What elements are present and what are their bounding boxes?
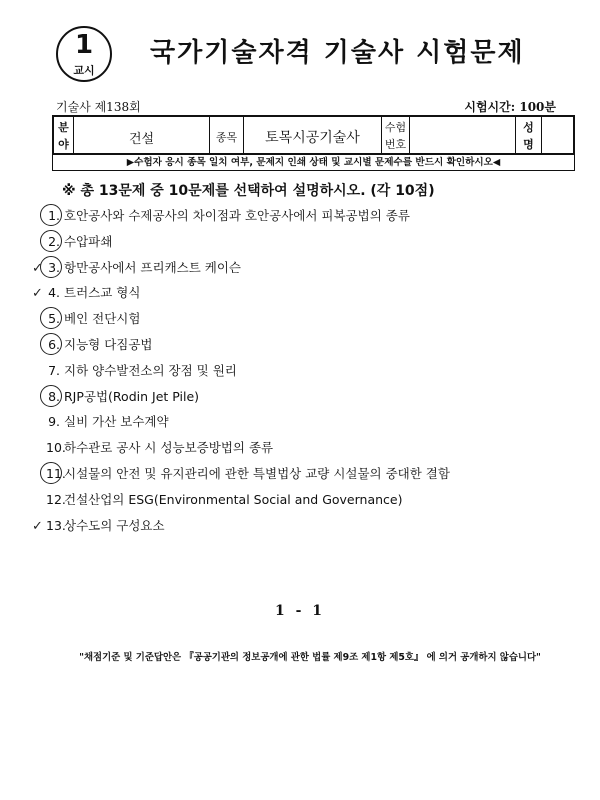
- circle-mark-icon: [40, 462, 62, 484]
- name-label-cell: [516, 117, 542, 153]
- exam-number-label-cell: [382, 117, 410, 153]
- question-item: [46, 413, 169, 431]
- name-input[interactable]: [542, 117, 575, 153]
- question-number: 4.: [48, 285, 60, 300]
- question-text: 베인 전단시험: [64, 311, 141, 326]
- question-text: 항만공사에서 프리캐스트 케이슨: [64, 260, 241, 275]
- check-mark-icon: ✓: [32, 519, 43, 534]
- field-value-cell: [74, 117, 210, 153]
- question-item: [46, 388, 199, 406]
- question-number: 5.: [46, 310, 60, 328]
- question-text: 지하 양수발전소의 장점 및 원리: [64, 363, 237, 378]
- question-item: [46, 491, 402, 509]
- question-text: 지능형 다짐공법: [64, 337, 153, 352]
- item-label-cell: [210, 117, 244, 153]
- candidate-info-table: [52, 115, 575, 155]
- question-item: [46, 207, 410, 225]
- name-label: 성 명: [523, 121, 534, 151]
- question-number: 8.: [46, 388, 60, 406]
- question-item: [46, 233, 112, 251]
- notice-bar: ▶수험자 응시 종목 일치 여부, 문제지 인쇄 상태 및 교시별 문제수를 반드시 확인하시오◀: [52, 155, 575, 171]
- question-number: 3.: [46, 259, 60, 277]
- session-label: 교시: [73, 64, 95, 77]
- question-text: 상수도의 구성요소: [64, 518, 165, 533]
- question-number: 13.: [46, 518, 66, 533]
- question-number: 2.: [46, 233, 60, 251]
- session-badge: [56, 26, 112, 82]
- question-number: 10.: [46, 440, 66, 455]
- page-title: 국가기술자격 기술사 시험문제: [150, 38, 525, 68]
- question-item: [46, 284, 140, 302]
- instruction: ※ 총 13문제 중 10문제를 선택하여 설명하시오. (각 10점): [62, 183, 435, 199]
- item-value: 토목시공기술사: [265, 130, 360, 146]
- question-number: 11.: [46, 465, 60, 483]
- question-item: [46, 310, 140, 328]
- circle-mark-icon: [40, 230, 62, 252]
- question-text: 건설산업의 ESG(Environmental Social and Governance): [64, 492, 403, 507]
- page-number: 1 - 1: [274, 603, 326, 619]
- question-number: 9.: [48, 414, 60, 429]
- question-text: 호안공사와 수제공사의 차이점과 호안공사에서 피복공법의 종류: [64, 208, 410, 223]
- question-text: 하수관로 공사 시 성능보증방법의 종류: [64, 440, 274, 455]
- field-label: 분 야: [58, 121, 69, 151]
- question-text: RJP공법(Rodin Jet Pile): [64, 389, 200, 404]
- question-item: [46, 362, 237, 380]
- exam-info-row: [56, 98, 556, 114]
- check-mark-icon: ✓: [32, 261, 43, 276]
- question-number: 7.: [48, 363, 60, 378]
- question-text: 실비 가산 보수계약: [64, 414, 169, 429]
- circle-mark-icon: [40, 307, 62, 329]
- question-number: 12.: [46, 492, 66, 507]
- question-item: [46, 336, 153, 354]
- question-text: 트러스교 형식: [64, 285, 141, 300]
- circle-mark-icon: [40, 204, 62, 226]
- question-number: 6.: [46, 336, 60, 354]
- exam-number-label: 수험 번호: [384, 121, 407, 151]
- question-text: 수압파쇄: [64, 234, 113, 249]
- item-value-cell: [244, 117, 382, 153]
- question-item: [46, 439, 273, 457]
- question-text: 시설물의 안전 및 유지관리에 관한 특별법상 교량 시설물의 중대한 결함: [64, 466, 450, 481]
- question-item: [46, 259, 241, 277]
- field-value: 건설: [128, 132, 155, 147]
- question-number: 1.: [46, 207, 60, 225]
- circle-mark-icon: [40, 385, 62, 407]
- check-mark-icon: ✓: [32, 286, 43, 301]
- circle-mark-icon: [40, 333, 62, 355]
- exam-round: 기술사 제138회: [56, 100, 141, 114]
- footer-note: "채점기준 및 기준답안은 『공공기관의 정보공개에 관한 법률 제9조 제1항 제5호』 에 의거 공개하지 않습니다": [79, 652, 541, 663]
- item-label: 종목: [215, 131, 238, 144]
- exam-time: 시험시간: 100분: [464, 100, 556, 114]
- question-item: [46, 465, 450, 483]
- circle-mark-icon: [40, 256, 62, 278]
- field-label-cell: [54, 117, 74, 153]
- session-number: 1: [74, 30, 94, 60]
- exam-number-input[interactable]: [410, 117, 516, 153]
- question-item: [46, 517, 165, 535]
